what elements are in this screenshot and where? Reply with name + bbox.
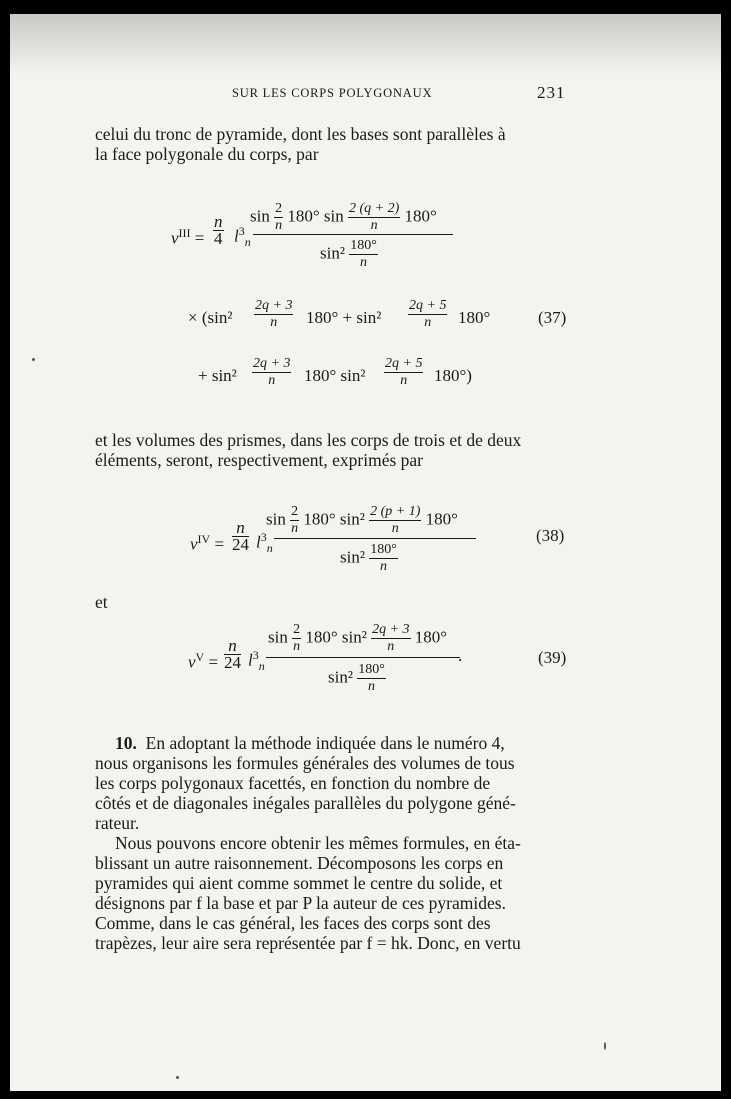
page-number: 231 bbox=[537, 83, 566, 102]
scan-speck bbox=[32, 358, 35, 361]
eq39-main-fraction-bar bbox=[266, 657, 460, 658]
eq37-main-fraction-bar bbox=[253, 234, 453, 235]
eq37-lhs: v bbox=[171, 228, 179, 248]
running-title: SUR LES CORPS POLYGONAUX bbox=[232, 86, 433, 100]
equation-39: $v^V$ = $\frac{n}{24}$ $l^3_n$ . sin $\frac{2}{n}$ 180° sin² $\frac{2q + 3}{n}$ 180° sin² $\frac{180^\circ}{n}$ (39) bbox=[188, 622, 567, 694]
middle-line-1: et les volumes des prismes, dans les corps de trois et de deux bbox=[95, 430, 522, 450]
eq39-numerator: sin $\frac{2}{n}$ 180° sin² $\frac{2q + 3}{n}$ 180° bbox=[268, 622, 448, 654]
section-10-line-2: nous organisons les formules générales des volumes de tous bbox=[95, 753, 515, 773]
eq39-coef: $\frac{n}{24}$ bbox=[224, 636, 241, 672]
section-10b-line-5: Comme, dans le cas général, les faces des corps sont des bbox=[95, 913, 491, 933]
section-10-number: 10. bbox=[115, 733, 137, 753]
section-10b-line-1: Nous pouvons encore obtenir les mêmes formules, en éta- bbox=[115, 833, 521, 853]
equation-37-line-3: + sin² $\frac{2q + 3}{n}$ 180° sin² $\frac{2q + 5}{n}$ 180°) bbox=[198, 356, 472, 388]
scan-border-bottom bbox=[0, 1091, 731, 1099]
section-10-line-4: côtés et de diagonales inégales parallèles du polygone géné- bbox=[95, 793, 516, 813]
eq38-coef: $\frac{n}{24}$ bbox=[232, 518, 249, 554]
eq38-l-term: $l^3_n$ bbox=[256, 530, 273, 556]
equation-37-line-1: $v^{III}$ = $\frac{n}{4}$ $l^3_n$ sin $\frac{2}{n}$ 180° sin $\frac{2 (q + 2)}{n}$ 180° sin² $\frac{180^\circ}{n}$ bbox=[168, 194, 608, 274]
scan-border-top bbox=[0, 0, 731, 14]
scan-speck bbox=[604, 1042, 606, 1050]
middle-line-2: éléments, seront, respectivement, exprimés par bbox=[95, 450, 424, 470]
eq39-number: (39) bbox=[538, 648, 567, 667]
eq38-denominator: sin² $\frac{180^\circ}{n}$ bbox=[340, 542, 397, 574]
equation-38: $v^{IV}$ = $\frac{n}{24}$ $l^3_n$ sin $\frac{2}{n}$ 180° sin² $\frac{2 (p + 1)}{n}$ 180° sin² $\frac{180^\circ}{n}$ (38) bbox=[190, 504, 565, 574]
eq37-l-term: $l^3_n$ bbox=[234, 224, 251, 250]
eq37-numerator: sin $\frac{2}{n}$ 180° sin $\frac{2 (q + 2)}{n}$ 180° bbox=[250, 201, 437, 233]
eq37-coef: $\frac{n}{4}$ bbox=[214, 212, 223, 248]
section-10-line-3: les corps polygonaux facettés, en fonction du nombre de bbox=[95, 773, 491, 793]
section-10b-line-3: pyramides qui aient comme sommet le centre du solide, et bbox=[95, 873, 503, 893]
eq37-denominator: sin² $\frac{180^\circ}{n}$ bbox=[320, 238, 377, 270]
eq39-l-term: $l^3_n$ bbox=[248, 648, 265, 674]
eq39-denominator: sin² $\frac{180^\circ}{n}$ bbox=[328, 662, 385, 694]
eq37-lhs-sup: III bbox=[178, 226, 191, 240]
eq37-number: (37) bbox=[538, 308, 567, 327]
et-word: et bbox=[95, 592, 108, 612]
scan-shadow bbox=[10, 14, 721, 74]
section-10b-line-4: désignons par f la base et par P la auteur de ces pyramides. bbox=[95, 893, 506, 913]
eq38-number: (38) bbox=[536, 526, 565, 545]
section-10-paragraph bbox=[95, 733, 569, 833]
intro-line-2: la face polygonale du corps, par bbox=[95, 144, 319, 164]
section-10b-line-6: trapèzes, leur aire sera représentée par f = hk. Donc, en vertu bbox=[95, 933, 521, 953]
scan-border-left bbox=[0, 0, 10, 1099]
section-10-line-5: rateur. bbox=[95, 813, 140, 833]
equation-37-line-2: × (sin² $\frac{2q + 3}{n}$ 180° + sin² $\frac{2q + 5}{n}$ 180° (37) bbox=[188, 298, 567, 330]
section-10-line-1: En adoptant la méthode indiquée dans le numéro 4, bbox=[145, 733, 505, 753]
intro-line-1: celui du tronc de pyramide, dont les bases sont parallèles à bbox=[95, 124, 506, 144]
scan-speck bbox=[176, 1076, 179, 1079]
section-10b-line-2: blissant un autre raisonnement. Décomposons les corps en bbox=[95, 853, 504, 873]
scan-border-right bbox=[721, 0, 731, 1099]
eq38-main-fraction-bar bbox=[274, 538, 476, 539]
eq38-numerator: sin $\frac{2}{n}$ 180° sin² $\frac{2 (p + 1)}{n}$ 180° bbox=[266, 504, 458, 536]
section-10b-paragraph bbox=[95, 833, 569, 953]
